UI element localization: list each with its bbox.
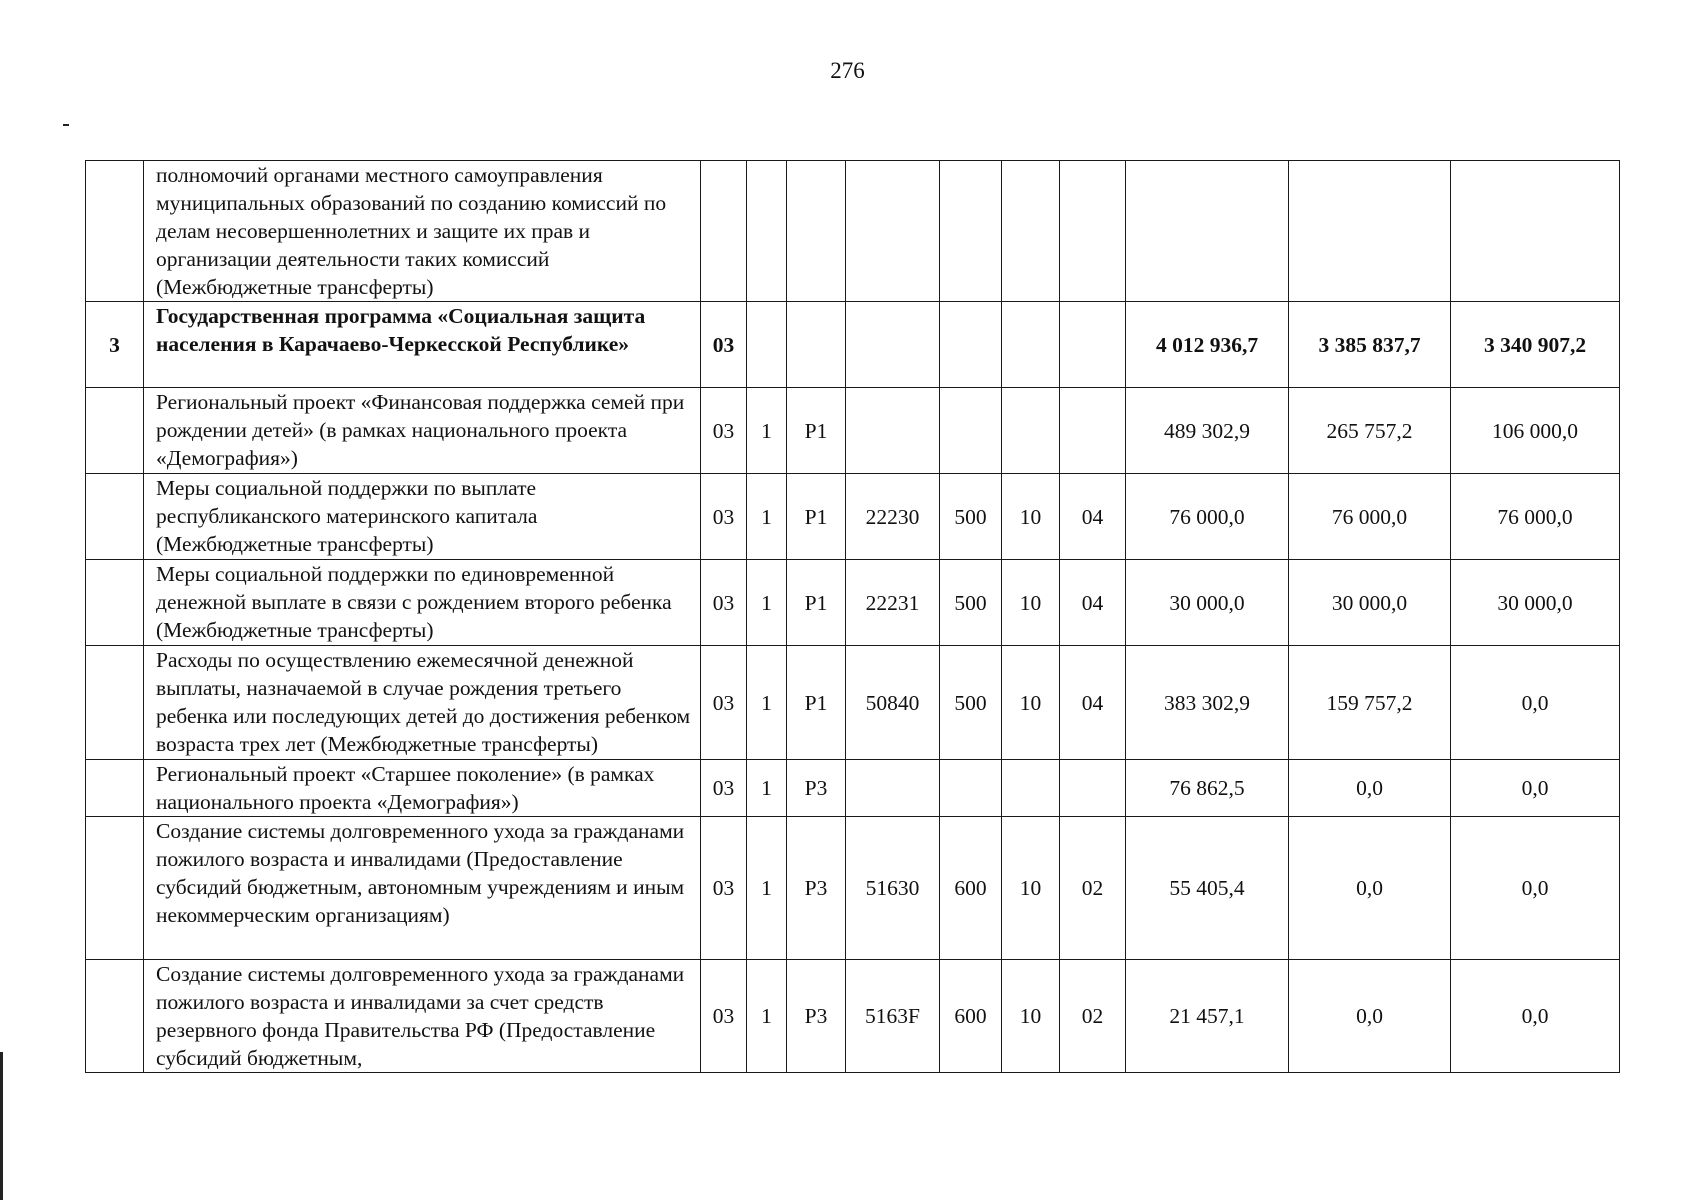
subprogram-code-cell: 1 xyxy=(747,760,787,817)
program-code-cell: 03 xyxy=(701,388,747,474)
amount-year1-cell xyxy=(1126,161,1289,302)
project-code-cell: Р1 xyxy=(787,474,846,560)
table-row xyxy=(86,960,1620,1073)
amount-year3-cell: 0,0 xyxy=(1451,817,1620,960)
expense-type-cell: 600 xyxy=(940,817,1002,960)
amount-year1-cell: 21 457,1 xyxy=(1126,960,1289,1073)
row-number-cell xyxy=(86,161,144,302)
project-code-cell: Р3 xyxy=(787,960,846,1073)
program-code-cell: 03 xyxy=(701,560,747,646)
expense-type-cell xyxy=(940,760,1002,817)
section-code-cell: 10 xyxy=(1002,474,1060,560)
description-cell: Расходы по осуществлению ежемесячной денежной выплаты, назначаемой в случае рождения третьего ребенка или последующих детей до достижения ребенком возраста трех лет (Межбюджетные трансферты) xyxy=(144,646,701,760)
subsection-code-cell: 02 xyxy=(1060,960,1126,1073)
expense-type-cell: 600 xyxy=(940,960,1002,1073)
description-cell: Региональный проект «Старшее поколение» (в рамках национального проекта «Демография») xyxy=(144,760,701,817)
table-row xyxy=(86,760,1620,817)
description-cell: полномочий органами местного самоуправления муниципальных образований по созданию комиссий по делам несовершеннолетних и защите их прав и организации деятельности таких комиссий (Межбюджетные трансферты) xyxy=(144,161,701,302)
amount-year3-cell: 0,0 xyxy=(1451,646,1620,760)
subprogram-code-cell: 1 xyxy=(747,560,787,646)
row-number-cell xyxy=(86,474,144,560)
expense-type-cell xyxy=(940,161,1002,302)
amount-year2-cell: 159 757,2 xyxy=(1289,646,1451,760)
subprogram-code-cell: 1 xyxy=(747,960,787,1073)
direction-code-cell: 22231 xyxy=(846,560,940,646)
amount-year2-cell: 265 757,2 xyxy=(1289,388,1451,474)
direction-code-cell xyxy=(846,388,940,474)
scan-artifact-edge-line xyxy=(0,1052,3,1200)
subsection-code-cell xyxy=(1060,388,1126,474)
description-cell: Меры социальной поддержки по единовременной денежной выплате в связи с рождением второго ребенка (Межбюджетные трансферты) xyxy=(144,560,701,646)
table-row xyxy=(86,302,1620,388)
program-code-cell xyxy=(701,161,747,302)
scan-artifact-dot xyxy=(63,124,69,126)
description-cell: Региональный проект «Финансовая поддержка семей при рождении детей» (в рамках национального проекта «Демография») xyxy=(144,388,701,474)
section-code-cell xyxy=(1002,302,1060,388)
amount-year2-cell: 0,0 xyxy=(1289,817,1451,960)
program-code-cell: 03 xyxy=(701,760,747,817)
description-cell: Создание системы долговременного ухода за гражданами пожилого возраста и инвалидами (Предоставление субсидий бюджетным, автономным учреждениям и иным некоммерческим организациям) xyxy=(144,817,701,960)
section-code-cell: 10 xyxy=(1002,646,1060,760)
direction-code-cell xyxy=(846,161,940,302)
direction-code-cell: 5163F xyxy=(846,960,940,1073)
amount-year3-cell: 76 000,0 xyxy=(1451,474,1620,560)
amount-year1-cell: 4 012 936,7 xyxy=(1126,302,1289,388)
table-row xyxy=(86,560,1620,646)
subsection-code-cell xyxy=(1060,760,1126,817)
row-number-cell xyxy=(86,388,144,474)
subsection-code-cell: 02 xyxy=(1060,817,1126,960)
amount-year2-cell xyxy=(1289,161,1451,302)
amount-year3-cell: 30 000,0 xyxy=(1451,560,1620,646)
project-code-cell: Р1 xyxy=(787,646,846,760)
subsection-code-cell xyxy=(1060,161,1126,302)
amount-year2-cell: 30 000,0 xyxy=(1289,560,1451,646)
amount-year3-cell: 106 000,0 xyxy=(1451,388,1620,474)
amount-year1-cell: 489 302,9 xyxy=(1126,388,1289,474)
row-number-cell: 3 xyxy=(86,302,144,388)
amount-year2-cell: 3 385 837,7 xyxy=(1289,302,1451,388)
direction-code-cell xyxy=(846,760,940,817)
subsection-code-cell: 04 xyxy=(1060,646,1126,760)
expense-type-cell: 500 xyxy=(940,560,1002,646)
program-code-cell: 03 xyxy=(701,302,747,388)
direction-code-cell xyxy=(846,302,940,388)
section-code-cell xyxy=(1002,760,1060,817)
row-number-cell xyxy=(86,760,144,817)
subsection-code-cell: 04 xyxy=(1060,474,1126,560)
page-number: 276 xyxy=(830,58,865,83)
amount-year1-cell: 383 302,9 xyxy=(1126,646,1289,760)
expense-type-cell xyxy=(940,302,1002,388)
subprogram-code-cell: 1 xyxy=(747,646,787,760)
description-cell: Создание системы долговременного ухода за гражданами пожилого возраста и инвалидами за счет средств резервного фонда Правительства РФ (Предоставление субсидий бюджетным, xyxy=(144,960,701,1073)
section-code-cell: 10 xyxy=(1002,560,1060,646)
budget-table-body xyxy=(86,161,1620,1073)
table-row xyxy=(86,817,1620,960)
subprogram-code-cell: 1 xyxy=(747,817,787,960)
amount-year3-cell xyxy=(1451,161,1620,302)
project-code-cell: Р1 xyxy=(787,388,846,474)
subsection-code-cell: 04 xyxy=(1060,560,1126,646)
table-row xyxy=(86,646,1620,760)
amount-year1-cell: 30 000,0 xyxy=(1126,560,1289,646)
table-row xyxy=(86,474,1620,560)
row-number-cell xyxy=(86,817,144,960)
subsection-code-cell xyxy=(1060,302,1126,388)
direction-code-cell: 51630 xyxy=(846,817,940,960)
amount-year1-cell: 76 000,0 xyxy=(1126,474,1289,560)
expense-type-cell xyxy=(940,388,1002,474)
amount-year2-cell: 76 000,0 xyxy=(1289,474,1451,560)
amount-year3-cell: 0,0 xyxy=(1451,760,1620,817)
table-row xyxy=(86,388,1620,474)
project-code-cell xyxy=(787,302,846,388)
section-code-cell xyxy=(1002,161,1060,302)
project-code-cell xyxy=(787,161,846,302)
row-number-cell xyxy=(86,646,144,760)
project-code-cell: Р3 xyxy=(787,817,846,960)
budget-table xyxy=(85,160,1620,1073)
amount-year1-cell: 55 405,4 xyxy=(1126,817,1289,960)
row-number-cell xyxy=(86,560,144,646)
amount-year3-cell: 0,0 xyxy=(1451,960,1620,1073)
subprogram-code-cell xyxy=(747,302,787,388)
amount-year3-cell: 3 340 907,2 xyxy=(1451,302,1620,388)
project-code-cell: Р3 xyxy=(787,760,846,817)
amount-year1-cell: 76 862,5 xyxy=(1126,760,1289,817)
direction-code-cell: 50840 xyxy=(846,646,940,760)
program-code-cell: 03 xyxy=(701,960,747,1073)
description-cell: Меры социальной поддержки по выплате республиканского материнского капитала (Межбюджетные трансферты) xyxy=(144,474,701,560)
row-number-cell xyxy=(86,960,144,1073)
expense-type-cell: 500 xyxy=(940,646,1002,760)
subprogram-code-cell: 1 xyxy=(747,474,787,560)
subprogram-code-cell: 1 xyxy=(747,388,787,474)
table-row xyxy=(86,161,1620,302)
program-code-cell: 03 xyxy=(701,646,747,760)
expense-type-cell: 500 xyxy=(940,474,1002,560)
program-code-cell: 03 xyxy=(701,474,747,560)
description-cell: Государственная программа «Социальная защита населения в Карачаево-Черкесской Республике» xyxy=(144,302,701,388)
section-code-cell: 10 xyxy=(1002,817,1060,960)
section-code-cell: 10 xyxy=(1002,960,1060,1073)
amount-year2-cell: 0,0 xyxy=(1289,760,1451,817)
direction-code-cell: 22230 xyxy=(846,474,940,560)
amount-year2-cell: 0,0 xyxy=(1289,960,1451,1073)
program-code-cell: 03 xyxy=(701,817,747,960)
section-code-cell xyxy=(1002,388,1060,474)
subprogram-code-cell xyxy=(747,161,787,302)
project-code-cell: Р1 xyxy=(787,560,846,646)
